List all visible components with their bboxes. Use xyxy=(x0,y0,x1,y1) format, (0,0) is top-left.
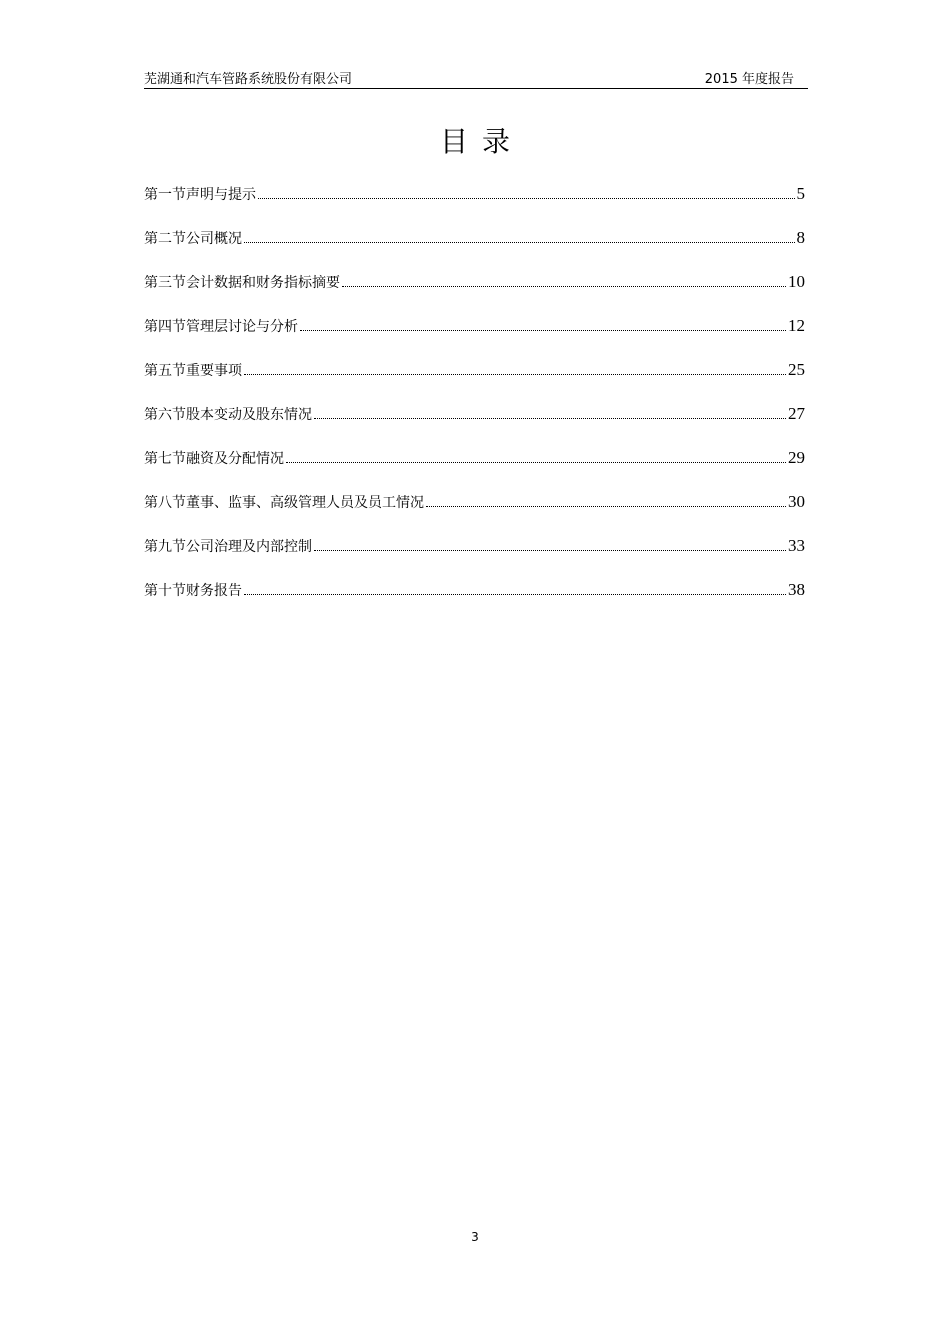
toc-entry-section-8[interactable] xyxy=(144,492,805,536)
toc-entry-label: 第八节董事、监事、高级管理人员及员工情况 xyxy=(144,495,424,511)
toc-entry-section-10[interactable] xyxy=(144,580,805,624)
toc-entry-label: 第一节声明与提示 xyxy=(144,187,256,203)
toc-entry-section-7[interactable] xyxy=(144,448,805,492)
toc-entry-section-3[interactable] xyxy=(144,272,805,316)
toc-entry-section-2[interactable] xyxy=(144,228,805,272)
toc-entry-section-9[interactable] xyxy=(144,536,805,580)
dot-leader xyxy=(258,198,795,199)
toc-entry-label: 第九节公司治理及内部控制 xyxy=(144,539,312,555)
dot-leader xyxy=(314,550,786,551)
toc-entry-label: 第七节融资及分配情况 xyxy=(144,451,284,467)
toc-entry-page: 10 xyxy=(788,272,805,291)
report-title: 2015 年度报告 xyxy=(704,72,794,87)
toc-entry-page: 25 xyxy=(788,360,805,379)
toc-entry-page: 12 xyxy=(788,316,805,335)
toc-entry-page: 30 xyxy=(788,492,805,511)
toc-entry-page: 27 xyxy=(788,404,805,423)
dot-leader xyxy=(244,374,786,375)
toc-entry-page: 38 xyxy=(788,580,805,599)
dot-leader xyxy=(244,242,795,243)
company-name: 芜湖通和汽车管路系统股份有限公司 xyxy=(144,72,353,87)
toc-entry-section-1[interactable] xyxy=(144,184,805,228)
toc-entry-label: 第五节重要事项 xyxy=(144,363,242,379)
toc-entry-page: 5 xyxy=(796,184,805,203)
dot-leader xyxy=(286,462,786,463)
dot-leader xyxy=(300,330,786,331)
toc-entry-label: 第四节管理层讨论与分析 xyxy=(144,319,298,335)
toc-entry-label: 第三节会计数据和财务指标摘要 xyxy=(144,275,340,291)
page-header xyxy=(144,66,808,89)
dot-leader xyxy=(426,506,786,507)
toc-entry-label: 第十节财务报告 xyxy=(144,583,242,599)
toc-title: 目录 xyxy=(439,125,524,158)
toc-entry-page: 29 xyxy=(788,448,805,467)
toc-entry-section-5[interactable] xyxy=(144,360,805,404)
toc-entry-section-6[interactable] xyxy=(144,404,805,448)
dot-leader xyxy=(244,594,786,595)
toc-entry-label: 第二节公司概况 xyxy=(144,231,242,247)
toc-entry-page: 8 xyxy=(796,228,805,247)
toc-entry-label: 第六节股本变动及股东情况 xyxy=(144,407,312,423)
dot-leader xyxy=(314,418,786,419)
toc-entry-section-4[interactable] xyxy=(144,316,805,360)
toc-entry-page: 33 xyxy=(788,536,805,555)
page-number: 3 xyxy=(471,1230,479,1244)
dot-leader xyxy=(342,286,786,287)
table-of-contents xyxy=(144,184,805,624)
